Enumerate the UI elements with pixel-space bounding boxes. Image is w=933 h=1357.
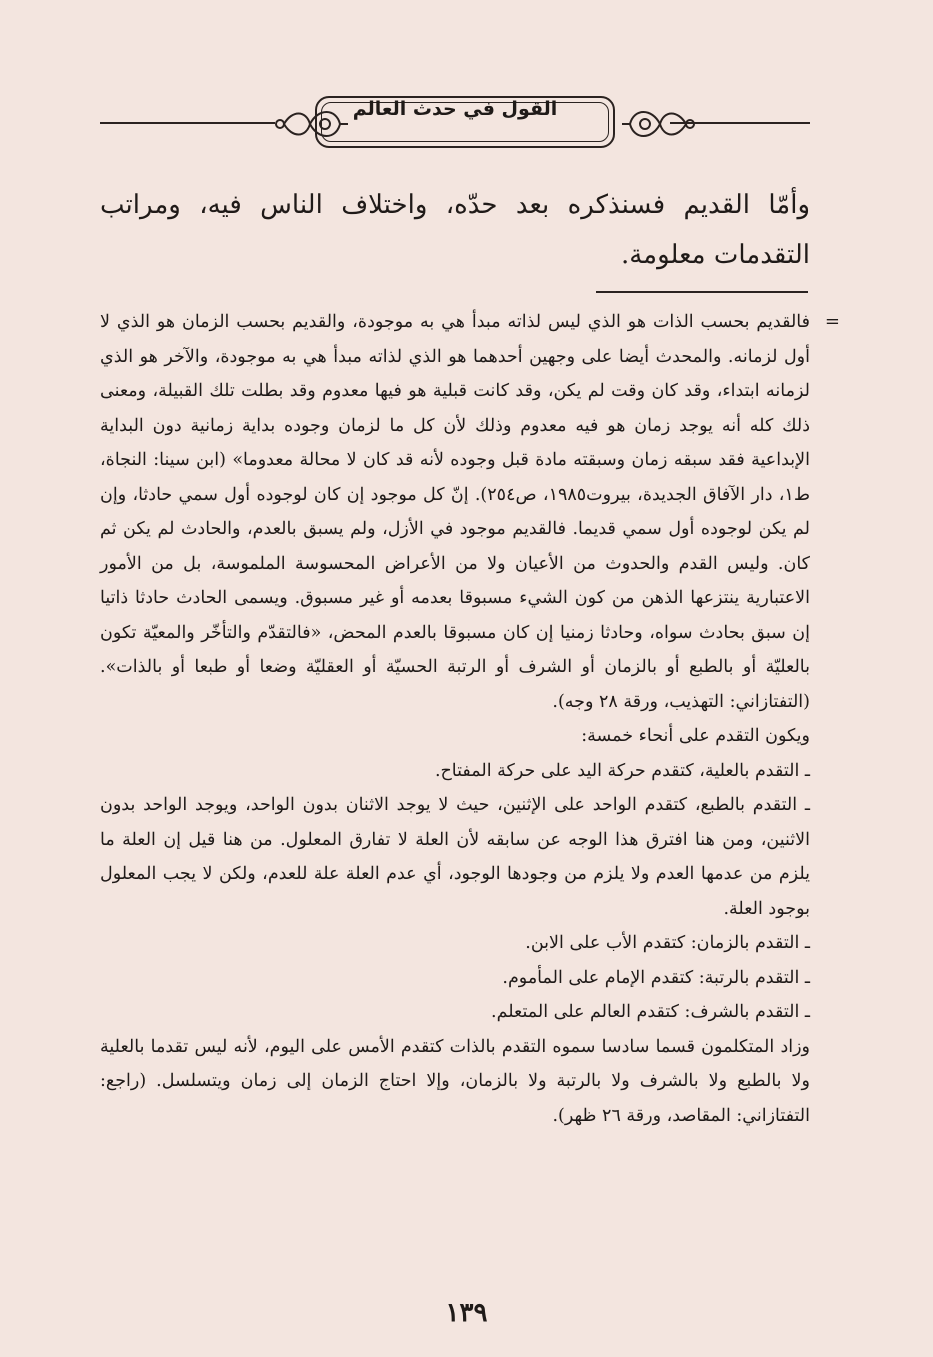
running-header [100, 90, 810, 150]
footnote-paragraph: وزاد المتكلمون قسما سادسا سموه التقدم بالذات كتقدم الأمس على اليوم، لأنه ليس تقدما بالعلية ولا بالطبع ولا بالشرف ولا بالرتبة ولا بالزمان، وإلا احتاج الزمان إلى زمان ويتسلسل. (راجع: التفتازاني: المقاصد، ورقة ٢٦ ظهر). [100, 1036, 810, 1126]
footnote-continuation-mark: = [824, 311, 840, 332]
footnote-separator [596, 291, 808, 293]
footnote-list-item: ـ التقدم بالطبع، كتقدم الواحد على الإثنين، حيث لا يوجد الاثنان بدون الواحد، ويوجد الواحد بدون الاثنين، ومن هنا افترق هذا الوجه عن سابقه لأن العلة لا تفارق المعلول. من هنا قيل إن العلة ما يلزم من عدمها العدم ولا يلزم من وجودها الوجود، أي عدم العلة علة للعدم، ولكن لا يجب المعلول بوجود العلة. [100, 795, 810, 919]
footnote-list-item: ـ التقدم بالعلية، كتقدم حركة اليد على حركة المفتاح. [434, 760, 810, 781]
footnote-paragraph: ويكون التقدم على أنحاء خمسة: [581, 726, 810, 746]
header-rule-left [100, 122, 275, 124]
footnote-list-item: ـ التقدم بالشرف: كتقدم العالم على المتعلم. [491, 1002, 810, 1022]
header-rule-right [670, 122, 810, 124]
page-number: ١٣٩ [445, 1298, 488, 1328]
main-paragraph: وأمّا القديم فسنذكره بعد حدّه، واختلاف الناس فيه، ومراتب التقدمات معلومة. [100, 190, 810, 270]
page-title: القول في حدث العالم [352, 98, 558, 120]
main-body [100, 180, 810, 280]
footnote-list-item: ـ التقدم بالرتبة: كتقدم الإمام على المأموم. [502, 967, 810, 988]
footnote-paragraph: فالقديم بحسب الذات هو الذي ليس لذاته مبدأ هي به موجودة، والقديم بحسب الزمان هو الذي لا أول لزمانه. والمحدث أيضا على وجهين أحدهما هو الذي لذاته مبدأ هي به موجودة، والآخر هو الذي لزمانه ابتداء، وقد كان وقت لم يكن، وقد كانت قبلية هو فيها معدوم وقد بطلت تلك القبيلة، ومعنى ذلك كله أنه يوجد زمان هو فيه معدوم وذلك لأن كل ما لزمان وجوده بداية زمانية دون البداية الإبداعية فقد سبقه زمان وسبقته مادة قبل وجوده لأنه قد كان لا محالة معدوما» (ابن سينا: النجاة، ط١، دار الآفاق الجديدة، بيروت١٩٨٥، ص٢٥٤). إنّ كل موجود إن كان لوجوده أول سمي حادثا، وإن لم يكن لوجوده أول سمي قديما. فالقديم موجود في الأزل، ولم يسبق بالعدم، والحادث لم يكن ثم كان. وليس القدم والحدوث من الأعيان ولا من الأعراض المحسوسة الملموسة، بل من الأمور الاعتبارية ينتزعها الذهن من كون الشيء مسبوقا بعدمه أو غير مسبوق. ويسمى الحادث حادثا ذاتيا إن سبق بحادث سواه، وحادثا زمنيا إن كان مسبوقا بالعدم المحض، «فالتقدّم والتأخّر والمعيّة تكون بالعليّة أو بالطبع أو بالزمان أو الشرف أو الرتبة الحسيّة أو العقليّة وضعا أو طبعا أو بالذات». (التفتازاني: التهذيب، ورقة ٢٨ وجه). [100, 312, 811, 712]
footnote-list-item: ـ التقدم بالزمان: كتقدم الأب على الابن. [525, 933, 810, 953]
footnotes [100, 305, 840, 1133]
